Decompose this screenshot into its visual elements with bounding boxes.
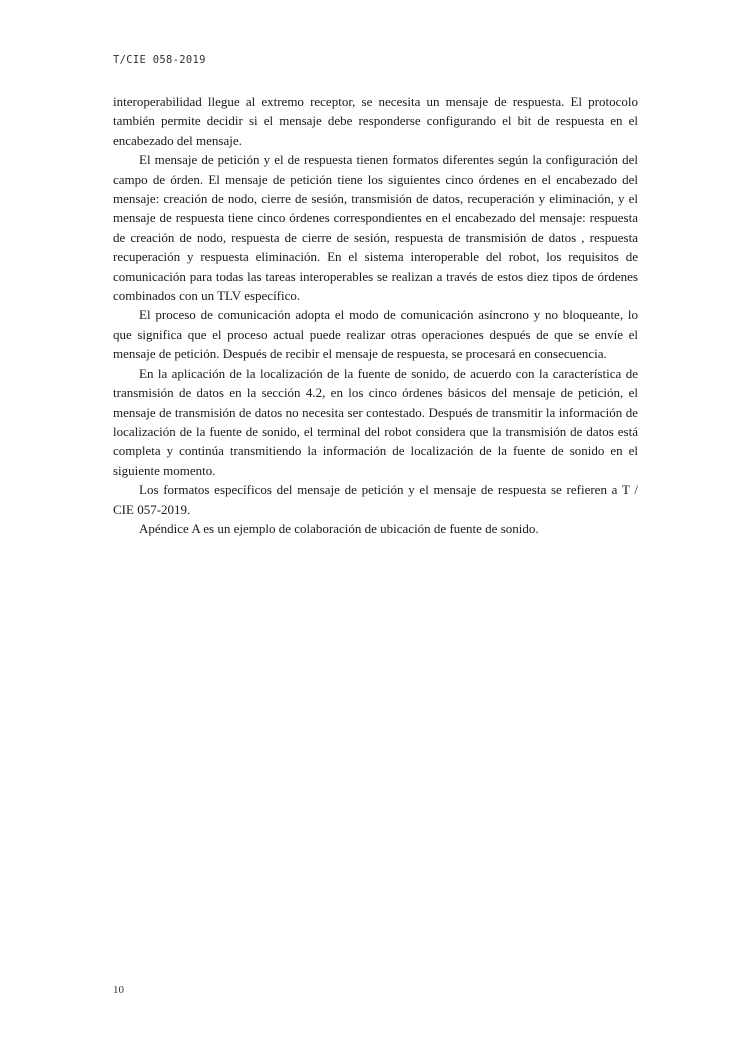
document-body (113, 92, 638, 538)
paragraph-communication-process: El proceso de comunicación adopta el modo de comunicación asíncrono y no bloqueante, lo que significa que el proceso actual puede realizar otras operaciones después de que se envíe el mensaje de petición. Después de recibir el mensaje de respuesta, se procesará en consecuencia. (113, 307, 638, 362)
paragraph-sound-source-application: En la aplicación de la localización de la fuente de sonido, de acuerdo con la característica de transmisión de datos en la sección 4.2, en los cinco órdenes básicos del mensaje de petición, el mensaje de transmisión de datos no necesita ser contestado. Después de transmitir la información de localización de la fuente de sonido, el terminal del robot considera que la transmisión de datos está completa y continúa transmitiendo la información de localización de la fuente de sonido en el siguiente momento. (113, 365, 638, 478)
paragraph-format-reference: Los formatos específicos del mensaje de petición y el mensaje de respuesta se refieren a T / CIE 057-2019. (113, 482, 638, 517)
paragraph-appendix-note: Apéndice A es un ejemplo de colaboración de ubicación de fuente de sonido. (139, 520, 539, 536)
document-header-code: T/CIE 058-2019 (113, 54, 206, 66)
page-number: 10 (113, 984, 124, 996)
paragraph-continuation: interoperabilidad llegue al extremo receptor, se necesita un mensaje de respuesta. El protocolo también permite decidir si el mensaje debe responderse configurando el bit de respuesta en el encabezado del mensaje. (113, 94, 638, 148)
paragraph-message-formats: El mensaje de petición y el de respuesta tienen formatos diferentes según la configuración del campo de órden. El mensaje de petición tiene los siguientes cinco órdenes en el encabezado del mensaje: creación de nodo, cierre de sesión, transmisión de datos, recuperación y eliminación, y el mensaje de respuesta tiene cinco órdenes correspondientes en el encabezado del mensaje: respuesta de creación de nodo, respuesta de cierre de sesión, respuesta de transmisión de datos , respuesta recuperación y respuesta eliminación. En el sistema interoperable del robot, los requisitos de comunicación para todas las tareas interoperables se realizan a través de estos diez tipos de órdenes combinados con un TLV específico. (113, 152, 638, 304)
